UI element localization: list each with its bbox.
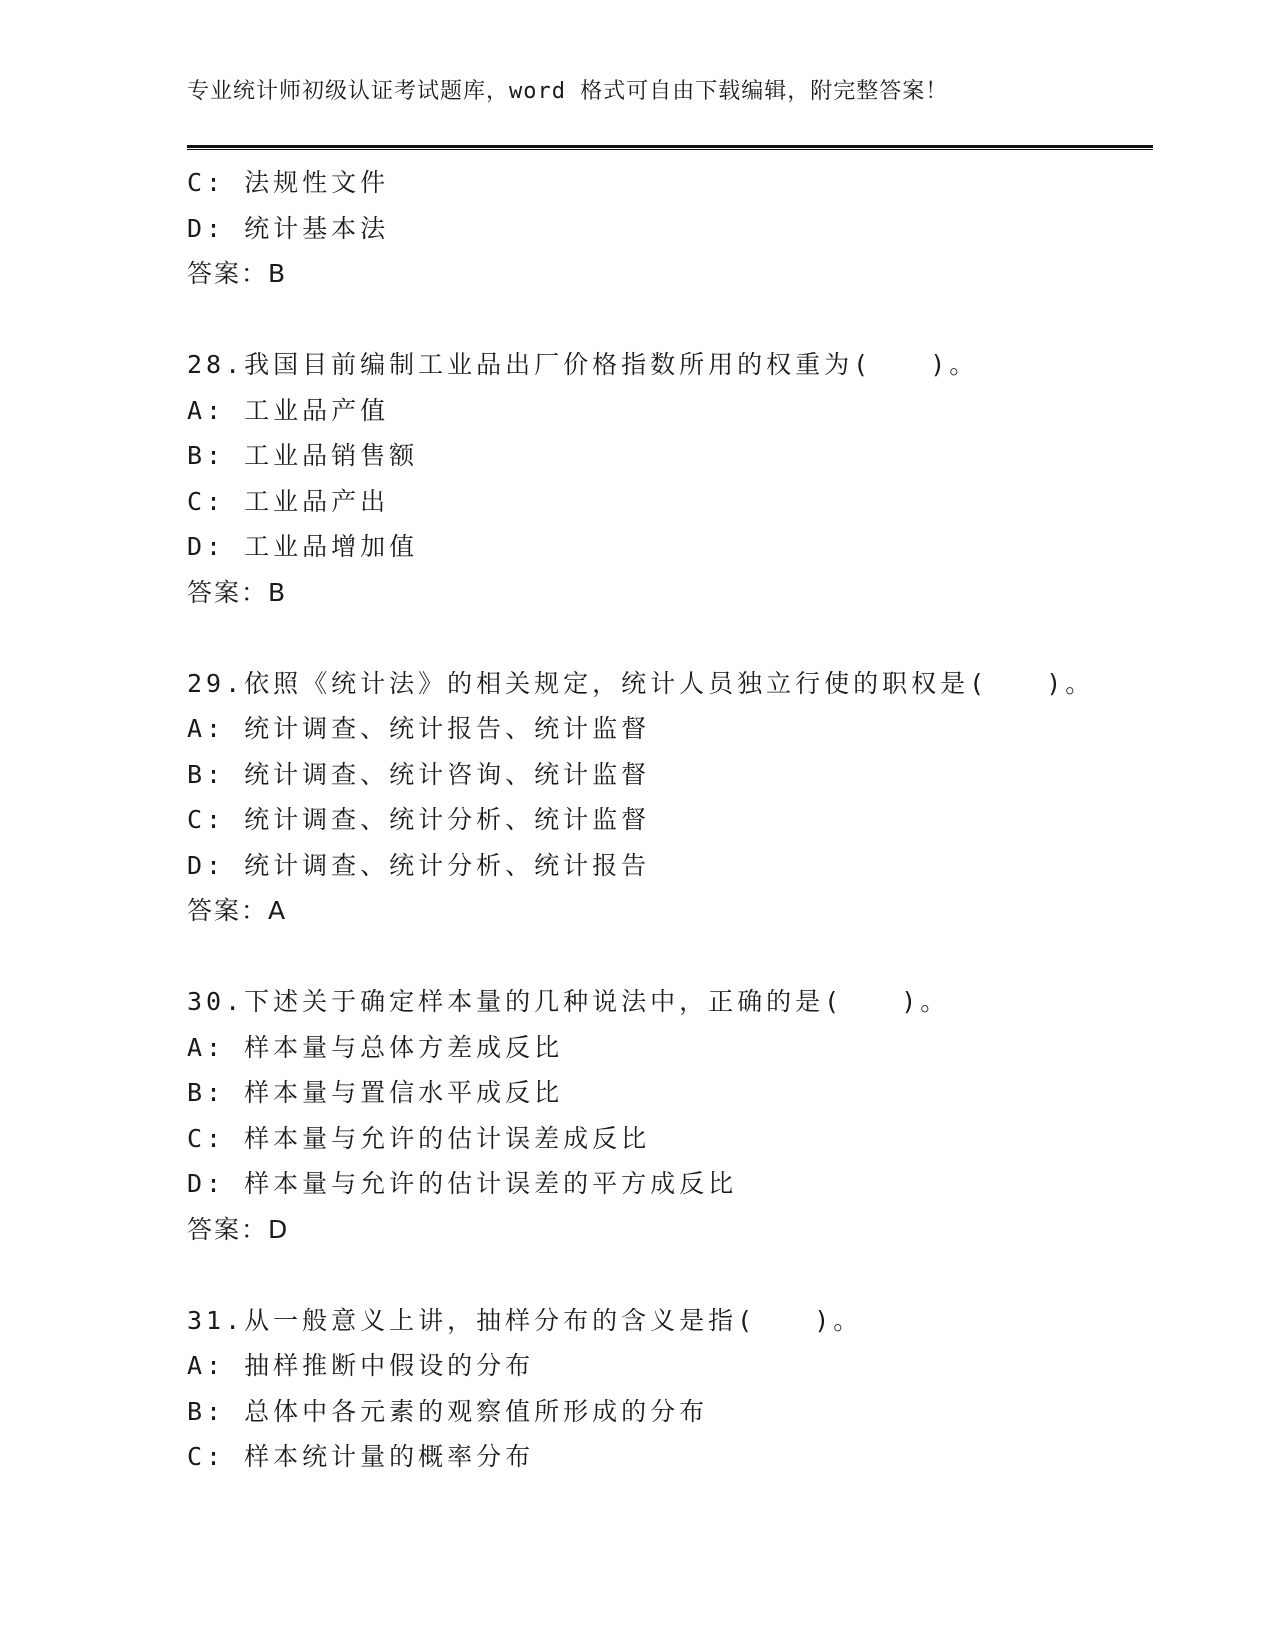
question-block-29 xyxy=(187,661,1153,934)
option-a: A: 样本量与总体方差成反比 xyxy=(187,1032,564,1062)
option-a: A: 工业品产值 xyxy=(187,395,390,425)
option-b: B: 总体中各元素的观察值所形成的分布 xyxy=(187,1396,709,1426)
question-block-28 xyxy=(187,342,1153,615)
option-c: C: 样本量与允许的估计误差成反比 xyxy=(187,1123,651,1153)
option-a: A: 抽样推断中假设的分布 xyxy=(187,1351,535,1380)
question-list xyxy=(187,160,1153,1480)
option-c: C: 工业品产出 xyxy=(187,486,390,516)
option-c: C: 样本统计量的概率分布 xyxy=(187,1442,535,1471)
header-divider xyxy=(187,145,1153,150)
spacer xyxy=(187,615,1153,661)
option-a: A: 统计调查、统计报告、统计监督 xyxy=(187,714,651,743)
option-d: D: 统计调查、统计分析、统计报告 xyxy=(187,850,651,880)
question-stem: 31.从一般意义上讲，抽样分布的含义是指( )。 xyxy=(187,1305,863,1335)
option-c: C: 统计调查、统计分析、统计监督 xyxy=(187,805,651,834)
option-b: B: 工业品销售额 xyxy=(187,441,419,470)
option-d: D: 工业品增加值 xyxy=(187,532,419,561)
answer-line: 答案：D xyxy=(187,1214,290,1244)
option-b: B: 样本量与置信水平成反比 xyxy=(187,1078,564,1107)
question-stem: 28.我国目前编制工业品出厂价格指数所用的权重为( )。 xyxy=(187,350,979,379)
question-block-27-tail xyxy=(187,160,1153,297)
answer-line: 答案：A xyxy=(187,896,288,925)
answer-line: 答案：B xyxy=(187,259,288,288)
option-d: D: 统计基本法 xyxy=(187,213,390,243)
spacer xyxy=(187,297,1153,343)
question-stem: 29.依照《统计法》的相关规定，统计人员独立行使的职权是( )。 xyxy=(187,668,1095,698)
option-c: C: 法规性文件 xyxy=(187,168,390,197)
spacer xyxy=(187,934,1153,980)
answer-line: 答案：B xyxy=(187,577,288,607)
page-header: 专业统计师初级认证考试题库，word 格式可自由下载编辑，附完整答案！ xyxy=(187,79,949,104)
option-b: B: 统计调查、统计咨询、统计监督 xyxy=(187,759,651,789)
question-block-30 xyxy=(187,979,1153,1252)
question-stem: 30.下述关于确定样本量的几种说法中，正确的是( )。 xyxy=(187,987,950,1016)
question-block-31 xyxy=(187,1298,1153,1480)
spacer xyxy=(187,1252,1153,1298)
option-d: D: 样本量与允许的估计误差的平方成反比 xyxy=(187,1169,738,1198)
